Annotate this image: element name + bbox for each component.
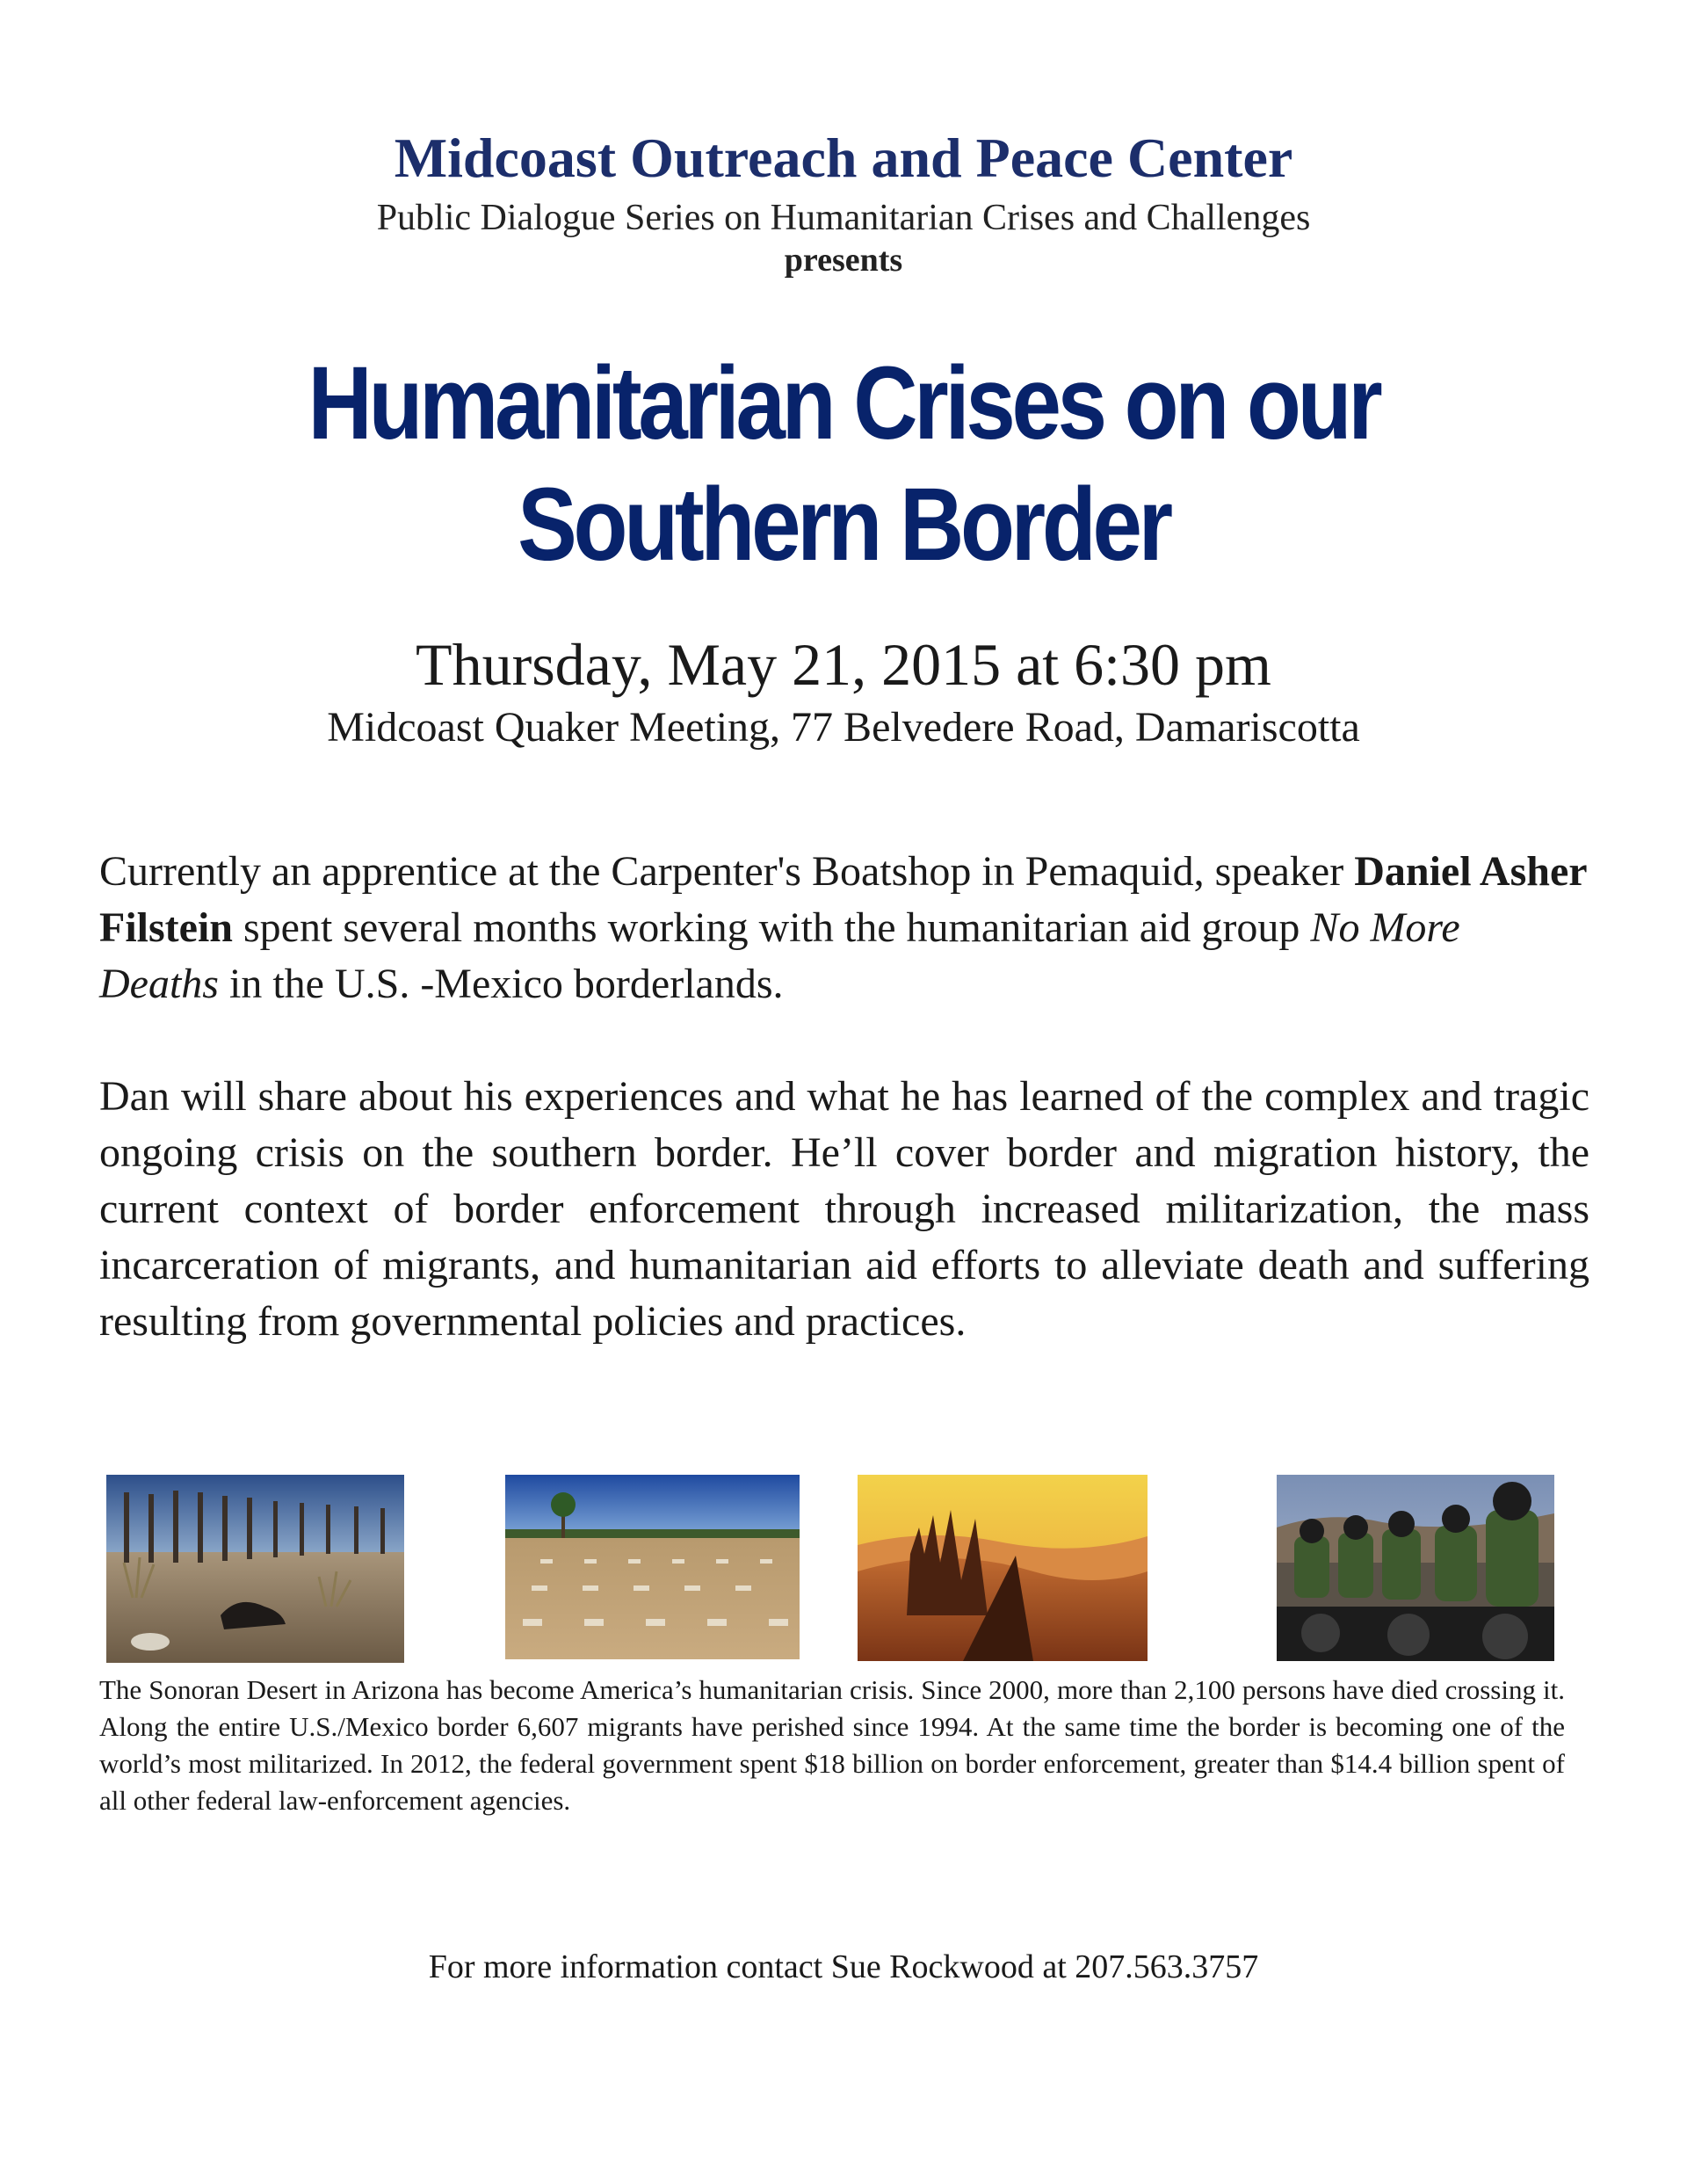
- photo-caption: The Sonoran Desert in Arizona has become America’s humanitarian crisis. Since 2000, more than 2,100 persons have died crossing it. Along the entire U.S./Mexico border 6,607 migrants have perished since 1994. At the same time the border is becoming one of the world’s most militarized. In 2012, the federal government spent $18 billion on border enforcement, greater than $14.4 billion spent of all other federal law-enforcement agencies.: [99, 1674, 1565, 1816]
- event-datetime: Thursday, May 21, 2015 at 6:30 pm: [416, 631, 1271, 698]
- intro-tail: in the U.S. -Mexico borderlands.: [228, 961, 784, 1007]
- photo-border-patrol: [1277, 1475, 1554, 1661]
- organization-name: Midcoast Outreach and Peace Center: [394, 127, 1293, 189]
- photo-strip: [0, 1475, 1687, 1663]
- intro-paragraph: [99, 844, 1589, 1012]
- photo-border-wall-dunes: [858, 1475, 1148, 1661]
- intro-lead: Currently an apprentice at the Carpenter's Boatshop in Pemaquid, speaker: [99, 848, 1344, 895]
- intro-middle: spent several months working with the humanitarian aid group: [243, 904, 1300, 951]
- series-subtitle: Public Dialogue Series on Humanitarian Crises and Challenges: [376, 198, 1311, 238]
- photo-border-fence: [106, 1475, 404, 1663]
- contact-line: For more information contact Sue Rockwood at 207.563.3757: [428, 1948, 1259, 1985]
- photo-desert-graves: [505, 1475, 800, 1659]
- event-title-line-2: Southern Border: [518, 467, 1169, 583]
- description-paragraph: Dan will share about his experiences and what he has learned of the complex and tragic ongoing crisis on the southern border. He’ll cover border and migration history, the current context of border enforcement through increased militarization, the mass incarceration of migrants, and humanitarian aid efforts to alleviate death and suffering resulting from governmental policies and practices.: [99, 1073, 1589, 1345]
- speaker-name: Daniel Asher Filstein: [99, 848, 1587, 951]
- aid-group-name: No More Deaths: [99, 904, 1460, 1007]
- presents-label: presents: [784, 242, 903, 279]
- event-venue: Midcoast Quaker Meeting, 77 Belvedere Road, Damariscotta: [327, 704, 1360, 751]
- event-title-line-1: Humanitarian Crises on our: [308, 345, 1379, 461]
